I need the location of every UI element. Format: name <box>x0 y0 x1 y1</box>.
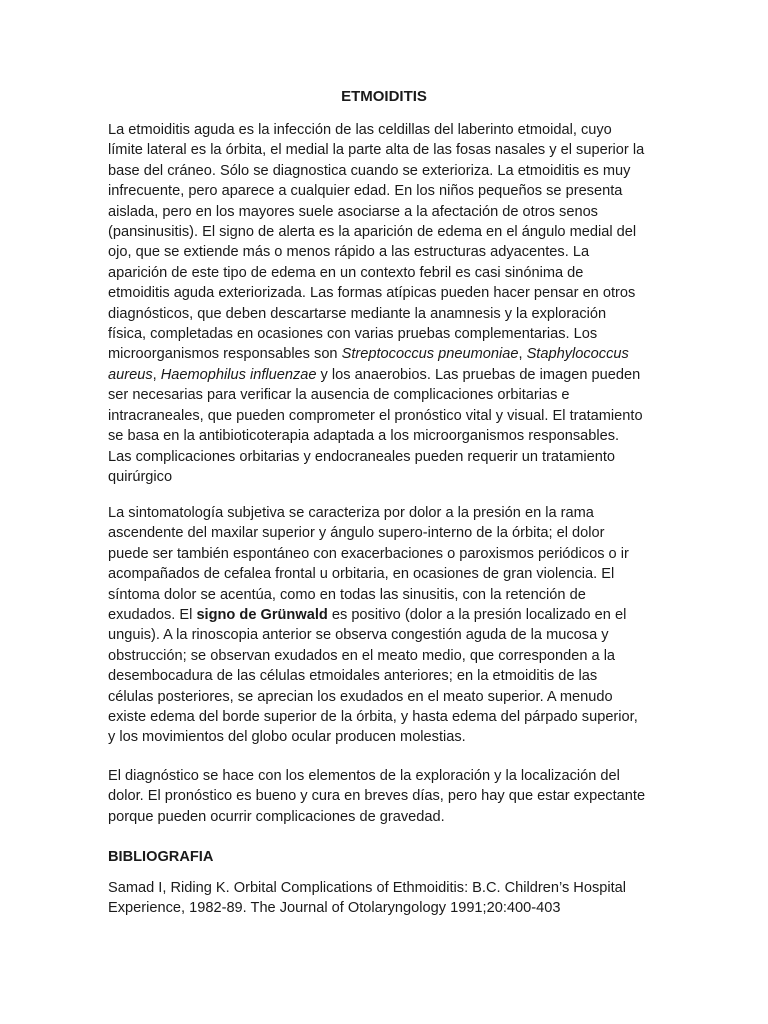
document-title: ETMOIDITIS <box>341 88 427 105</box>
text-line: infrecuente, pero aparece a cualquier edad. En los niños pequeños se presenta <box>108 183 623 200</box>
text-line: intracraneales, que pueden comprometer el pronóstico vital y visual. El tratamiento <box>108 407 643 424</box>
text-line: desembocadura de las células etmoidales anteriores; en la etmoiditis de las <box>108 668 598 685</box>
text-line: base del cráneo. Sólo se diagnostica cuando se exterioriza. La etmoiditis es muy <box>108 162 631 179</box>
text-line: obstrucción; se observan exudados en el meato medio, que corresponden a la <box>108 647 616 664</box>
text-line: síntoma dolor se acentúa, como en todas las sinusitis, con la retención de <box>108 586 586 603</box>
text-line: quirúrgico <box>108 468 173 485</box>
text-line: células posteriores, se aprecian los exudados en el meato superior. A menudo <box>108 688 613 705</box>
text-run: , <box>518 346 527 363</box>
text-line <box>108 605 664 625</box>
text-line: aparición de este tipo de edema en un contexto febril es casi sinónima de <box>108 264 584 281</box>
text-line: etmoiditis aguda exteriorizada. Las formas atípicas pueden hacer pensar en otros <box>108 285 636 302</box>
text-line <box>108 344 664 364</box>
text-line: dolor. El pronóstico es bueno y cura en breves días, pero hay que estar expectante <box>108 788 646 805</box>
text-line: unguis). A la rinoscopia anterior se observa congestión aguda de la mucosa y <box>108 627 609 644</box>
grunwald-sign-term: signo de Grünwald <box>196 607 328 624</box>
text-line: Experience, 1982-89. The Journal of Otolaryngology 1991;20:400-403 <box>108 900 561 917</box>
text-line: ojo, que se extiende más o menos rápido a las estructuras adyacentes. La <box>108 244 590 261</box>
bibliography-reference <box>108 878 664 919</box>
text-run: exudados. El <box>108 607 197 624</box>
text-line: La sintomatología subjetiva se caracteriza por dolor a la presión en la rama <box>108 505 594 521</box>
text-line: límite lateral es la órbita, el medial la parte alta de las fosas nasales y el superior la <box>108 142 645 159</box>
text-line: ser necesarias para verificar la ausencia de complicaciones orbitarias e <box>108 387 570 404</box>
text-line: física, completadas en ocasiones con varias pruebas complementarias. Los <box>108 326 598 343</box>
text-line: (pansinusitis). El signo de alerta es la aparición de edema en el ángulo medial del <box>108 224 637 241</box>
text-line <box>108 365 664 385</box>
text-line: y los movimientos del globo ocular producen molestias. <box>108 729 466 746</box>
text-line: ascendente del maxilar superior y ángulo supero-interno de la órbita; el dolor <box>108 525 605 542</box>
species-name: Haemophilus influenzae <box>160 366 317 383</box>
text-line: El diagnóstico se hace con los elementos de la exploración y la localización del <box>108 768 620 784</box>
text-line: se basa en la antibioticoterapia adaptada a los microorganismos responsables. <box>108 428 620 445</box>
text-line: acompañados de cefalea frontal u orbitaria, en ocasiones de gran violencia. El <box>108 566 615 583</box>
text-line: Samad I, Riding K. Orbital Complications of Ethmoiditis: B.C. Children’s Hospital <box>108 880 627 896</box>
text-line: La etmoiditis aguda es la infección de las celdillas del laberinto etmoidal, cuyo <box>108 122 612 138</box>
species-name: Streptococcus pneumoniae <box>341 346 519 363</box>
text-run: y los anaerobios. Las pruebas de imagen pueden <box>316 366 641 383</box>
paragraph-diagnosis <box>108 766 664 827</box>
text-line: existe edema del borde superior de la órbita, y hasta edema del párpado superior, <box>108 709 638 726</box>
text-line: porque pueden ocurrir complicaciones de gravedad. <box>108 808 445 825</box>
species-name: Staphylococcus <box>526 346 629 363</box>
text-line: diagnósticos, que deben descartarse mediante la anamnesis y la exploración <box>108 305 607 322</box>
paragraph-symptoms <box>108 503 664 748</box>
bibliography-heading: BIBLIOGRAFIA <box>108 849 214 865</box>
text-line: aislada, pero en los mayores suele asociarse a la afectación de otros senos <box>108 203 598 220</box>
species-name: aureus <box>108 366 153 383</box>
paragraph-introduction <box>108 120 664 487</box>
text-line: puede ser también espontáneo con exacerbaciones o paroxismos periódicos o ir <box>108 545 629 562</box>
text-line: Las complicaciones orbitarias y endocraneales pueden requerir un tratamiento <box>108 448 616 465</box>
text-run: microorganismos responsables son <box>108 346 342 363</box>
text-run: , <box>152 366 161 383</box>
text-run: es positivo (dolor a la presión localizado en el <box>327 607 627 624</box>
